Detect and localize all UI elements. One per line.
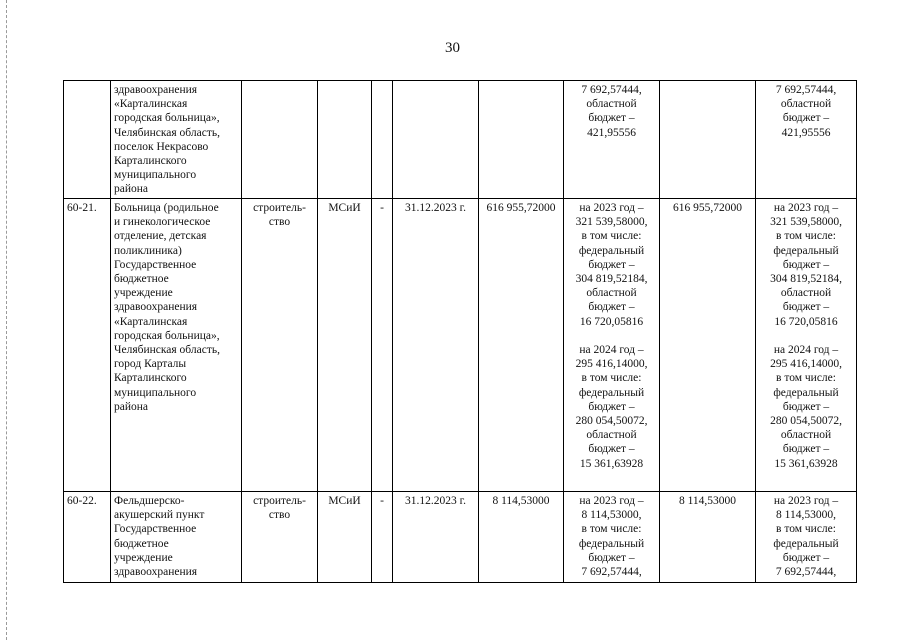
dash-cell xyxy=(372,81,393,199)
page-number: 30 xyxy=(445,40,460,56)
table-row xyxy=(64,492,857,583)
dash-cell: - xyxy=(372,492,393,583)
page-left-border xyxy=(6,0,7,640)
row-number: 60-21. xyxy=(64,199,111,492)
object-name: Фельдшерско- акушерский пункт Государственное бюджетное учреждение здравоохранения xyxy=(111,492,242,583)
row-number xyxy=(64,81,111,199)
row-number: 60-22. xyxy=(64,492,111,583)
completion-date: 31.12.2023 г. xyxy=(393,199,479,492)
completion-date xyxy=(393,81,479,199)
funding-breakdown: на 2023 год – 321 539,58000, в том числе: федеральный бюджет – 304 819,52184, областной бюджет – 16 720,05816 на 2024 год – 295 416,14000, в том числе: федеральный бюджет – 280 054,50072, областной бюджет – 15 361,63928 xyxy=(564,199,660,492)
object-name: Больница (родильное и гинекологическое отделение, детская поликлиника) Государственное бюджетное учреждение здравоохранения «Карталинская городская больница», Челябинская область, город Карталы Карталинского муниципального района xyxy=(111,199,242,492)
table-row xyxy=(64,81,857,199)
object-name: здравоохранения «Карталинская городская больница», Челябинская область, поселок Некрасово Карталинского муниципального района xyxy=(111,81,242,199)
work-type: строитель- ство xyxy=(242,492,318,583)
table-row xyxy=(64,199,857,492)
responsible-org: МСиИ xyxy=(318,199,372,492)
funding-breakdown-2: на 2023 год – 8 114,53000, в том числе: федеральный бюджет – 7 692,57444, xyxy=(756,492,857,583)
funding-breakdown: на 2023 год – 8 114,53000, в том числе: федеральный бюджет – 7 692,57444, xyxy=(564,492,660,583)
estimated-cost: 616 955,72000 xyxy=(479,199,564,492)
completion-date: 31.12.2023 г. xyxy=(393,492,479,583)
responsible-org xyxy=(318,81,372,199)
objects-table xyxy=(63,80,857,583)
estimated-cost xyxy=(479,81,564,199)
estimated-cost-2 xyxy=(660,81,756,199)
funding-breakdown: 7 692,57444, областной бюджет – 421,95556 xyxy=(564,81,660,199)
estimated-cost: 8 114,53000 xyxy=(479,492,564,583)
estimated-cost-2: 8 114,53000 xyxy=(660,492,756,583)
responsible-org: МСиИ xyxy=(318,492,372,583)
funding-breakdown-2: 7 692,57444, областной бюджет – 421,95556 xyxy=(756,81,857,199)
estimated-cost-2: 616 955,72000 xyxy=(660,199,756,492)
work-type: строитель- ство xyxy=(242,199,318,492)
funding-breakdown-2: на 2023 год – 321 539,58000, в том числе: федеральный бюджет – 304 819,52184, областной бюджет – 16 720,05816 на 2024 год – 295 416,14000, в том числе: федеральный бюджет – 280 054,50072, областной бюджет – 15 361,63928 xyxy=(756,199,857,492)
dash-cell: - xyxy=(372,199,393,492)
work-type xyxy=(242,81,318,199)
